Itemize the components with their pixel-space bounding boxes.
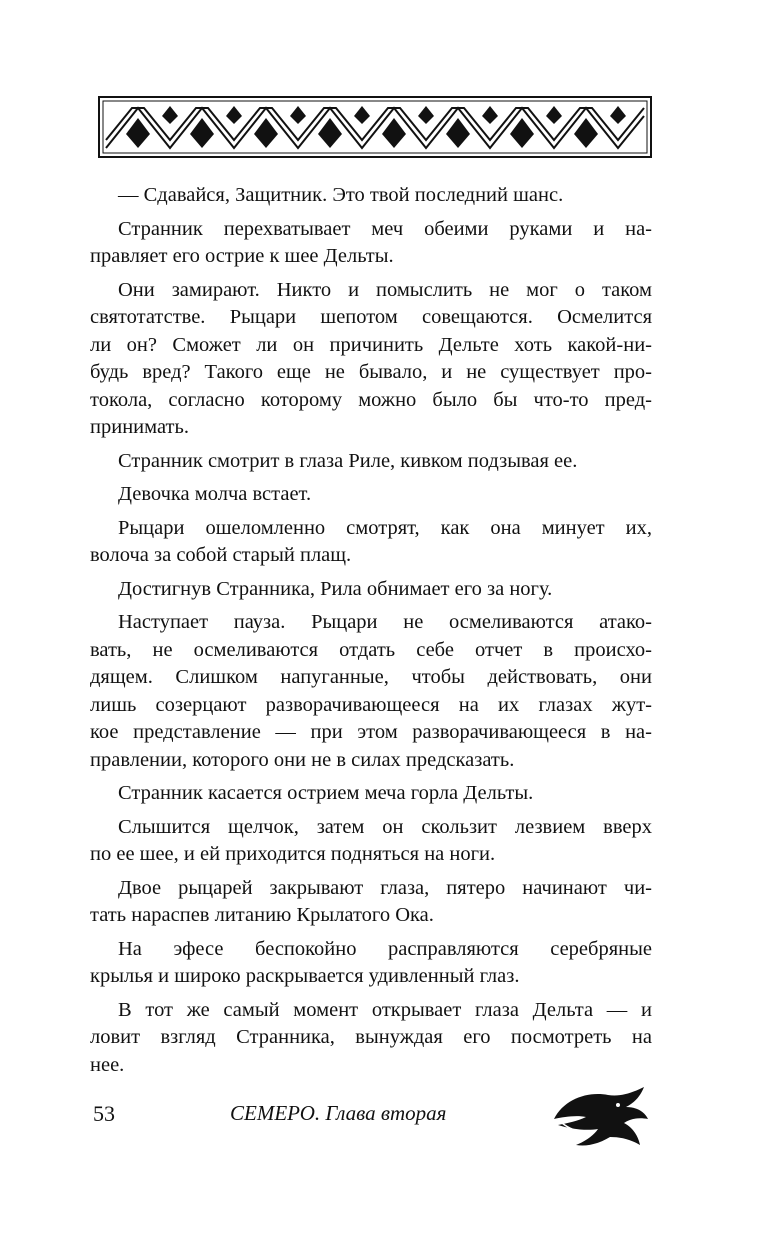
text-line: Слышится щелчок, затем он скользит лезвием вверх [118,815,652,838]
text-line: ли он? Сможет ли он причинить Дельте хоть какой-ни- [90,333,652,356]
dragon-icon [548,1085,652,1153]
text-line: Достигнув Странника, Рила обнимает его за ногу. [118,577,553,600]
text-line: Странник смотрит в глаза Риле, кивком подзывая ее. [118,449,578,472]
text-line: принимать. [90,416,189,438]
text-line: токола, согласно которому можно было бы что-то пред- [90,388,652,411]
text-line: будь вред? Такого еще не бывало, и не существует про- [90,361,652,383]
text-line: вать, не осмеливаются отдать себе отчет в происхо- [90,638,652,661]
text-line: дящем. Слишком напуганные, чтобы действовать, они [90,666,652,688]
text-line: волоча за собой старый плащ. [90,544,352,566]
ornament-border-icon [98,96,652,158]
text-line: — Сдавайся, Защитник. Это твой последний шанс. [118,184,564,206]
body-text [90,182,652,1085]
text-line: святотатстве. Рыцари шепотом совещаются. Осмелится [90,306,652,328]
text-line: правляет его острие к шее Дельты. [90,245,394,267]
text-line: нее. [90,1053,125,1076]
text-line: тать нараспев литанию Крылатого Ока. [90,904,434,926]
text-line: Девочка молча встает. [118,483,312,505]
text-line: по ее шее, и ей приходится подняться на ноги. [90,843,496,865]
text-line: лишь созерцают разворачивающееся на их глазах жут- [90,693,652,716]
text-line: Наступает пауза. Рыцари не осмеливаются атако- [118,611,652,633]
text-line: Странник перехватывает меч обеими руками и на- [118,217,652,240]
running-head: СЕМЕРО. Глава вторая [230,1101,447,1125]
text-line: Странник касается острием меча горла Дельты. [118,782,534,804]
text-line: правлении, которого они не в силах предсказать. [90,748,515,771]
text-line: На эфесе беспокойно расправляются серебряные [118,937,652,960]
text-line: ловит взгляд Странника, вынуждая его посмотреть на [90,1026,652,1048]
text-line: В тот же самый момент открывает глаза Дельта — и [118,998,652,1021]
text-line: Двое рыцарей закрывают глаза, пятеро начинают чи- [118,876,652,899]
text-line: кое представление — при этом разворачивающееся в на- [90,721,652,743]
text-line: крылья и широко раскрывается удивленный глаз. [90,965,520,987]
page-number: 53 [93,1101,115,1126]
text-line: Они замирают. Никто и помыслить не мог о таком [118,278,652,301]
page-footer [0,1085,768,1165]
text-line: Рыцари ошеломленно смотрят, как она минует их, [118,516,652,539]
